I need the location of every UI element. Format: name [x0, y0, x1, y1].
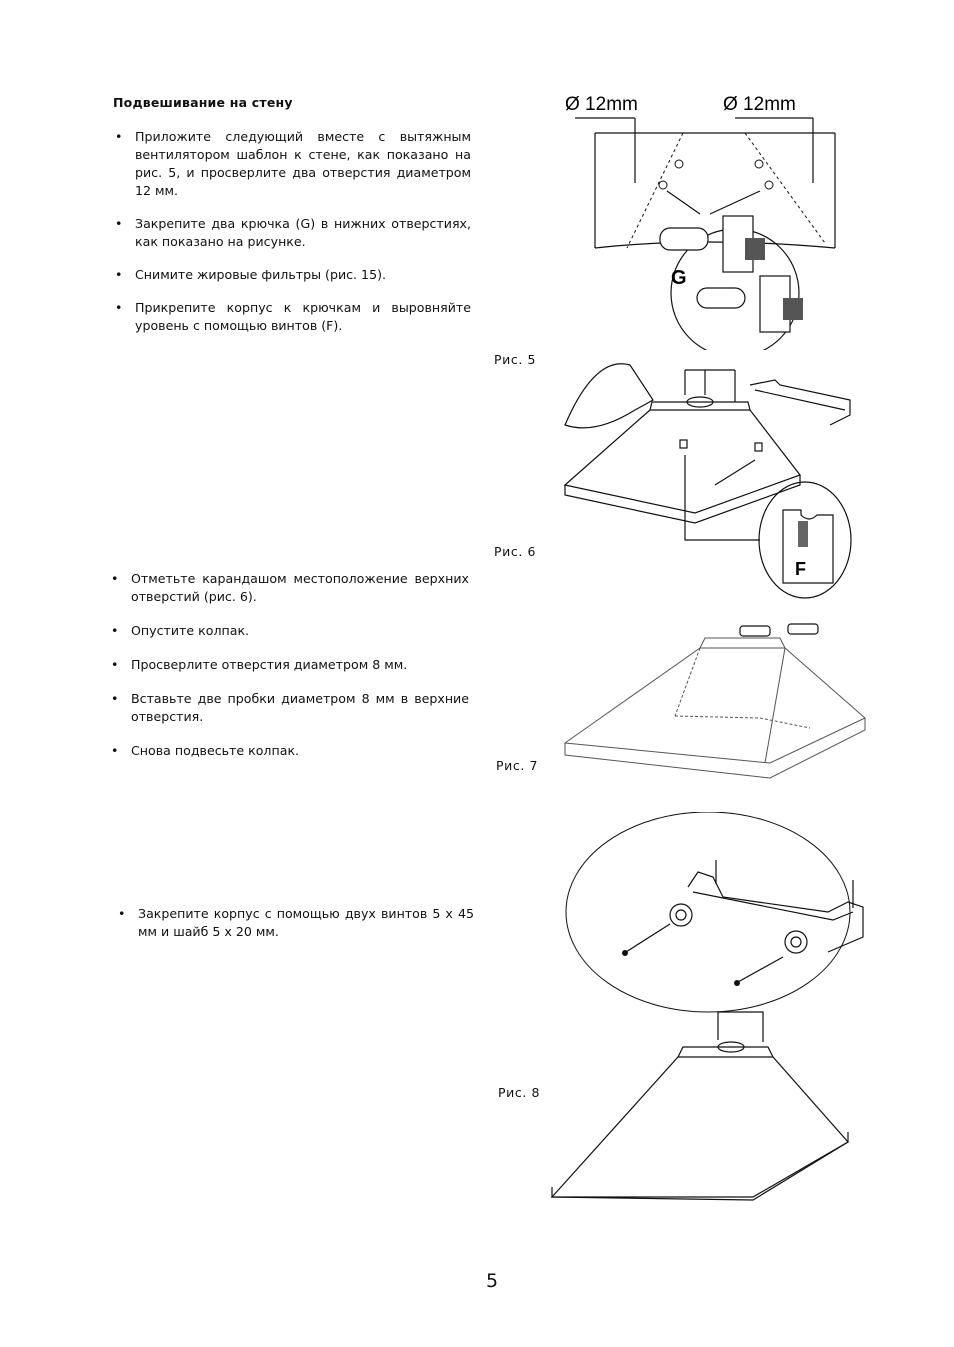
instruction-list-3: [138, 905, 474, 941]
figure-8-screw-fixing-diagram: [548, 812, 873, 1202]
list-item: • Закрепите корпус с помощью двух винтов 5 х 45 мм и шайб 5 х 20 мм.: [138, 905, 474, 941]
figure-caption-7: Рис. 7: [496, 758, 539, 773]
section-title: Подвешивание на стену: [113, 95, 293, 110]
figure-6-hood-marking-diagram: [555, 345, 860, 607]
list-item: • Приложите следующий вместе с вытяжным вентилятором шаблон к стене, как показано на рис. 5, и просверлите два отверстия диаметром 12 мм.: [135, 128, 471, 200]
list-item: • Закрепите два крючка (G) в нижних отверстиях, как показано на рисунке.: [135, 215, 471, 251]
list-item: • Опустите колпак.: [131, 622, 469, 640]
instruction-list-2: [131, 570, 469, 776]
hook-g-label: G: [671, 267, 687, 289]
hole-diameter-right-label: Ø 12mm: [723, 94, 796, 115]
figure-caption-6: Рис. 6: [494, 544, 537, 559]
figure-caption-5: Рис. 5: [494, 352, 537, 367]
list-item: • Снимите жировые фильтры (рис. 15).: [135, 266, 471, 284]
list-item: • Просверлите отверстия диаметром 8 мм.: [131, 656, 469, 674]
list-item: • Отметьте карандашом местоположение верхних отверстий (рис. 6).: [131, 570, 469, 606]
list-item: • Снова подвесьте колпак.: [131, 742, 469, 760]
list-item: • Вставьте две пробки диаметром 8 мм в верхние отверстия.: [131, 690, 469, 726]
page-number: 5: [486, 1270, 499, 1292]
hole-diameter-left-label: Ø 12mm: [565, 94, 638, 115]
figure-7-wall-plugs-diagram: [560, 618, 870, 788]
list-item: • Прикрепите корпус к крючкам и выровняйте уровень с помощью винтов (F).: [135, 299, 471, 335]
screw-f-label: F: [795, 559, 806, 579]
figure-caption-8: Рис. 8: [498, 1085, 541, 1100]
figure-5-wall-template-diagram: [555, 88, 855, 350]
instruction-list-1: [135, 128, 471, 350]
